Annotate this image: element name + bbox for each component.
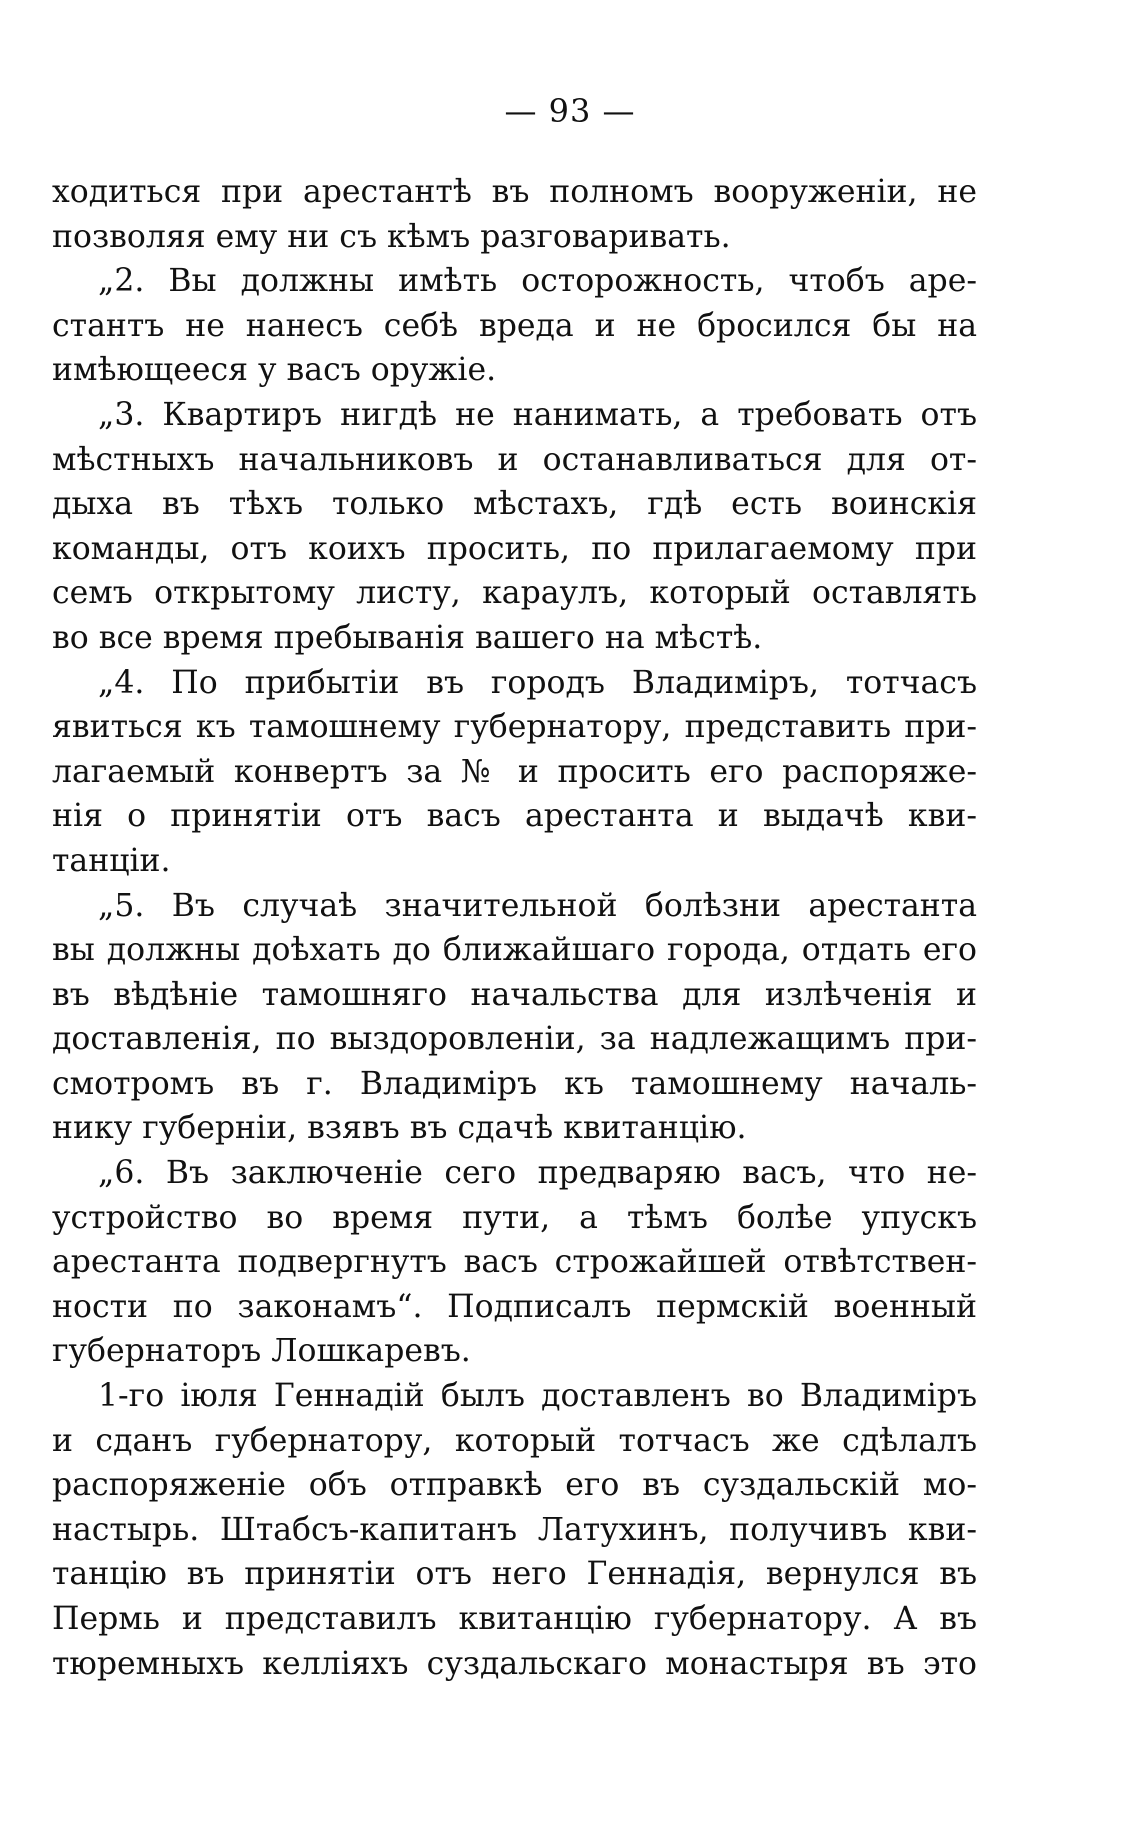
text-line: нику губерніи, взявъ въ сдачѣ квитанцію. [52,1110,747,1147]
text-line: „2. Вы должны имѣть осторожность, чтобъ аре- [98,263,977,300]
text-line: устройство во время пути, а тѣмъ болѣе упускъ [52,1199,977,1236]
text-line: явиться къ тамошнему губернатору, представить при- [52,709,977,746]
text-line: дыха въ тѣхъ только мѣстахъ, гдѣ есть воинскія [52,486,977,523]
text-line: 1-го іюля Геннадій былъ доставленъ во Владиміръ [98,1378,977,1415]
text-line: въ вѣдѣніе тамошняго начальства для излѣченія и [52,976,977,1013]
text-line: лагаемый конвертъ за № и просить его распоряже- [52,753,977,790]
text-line: нія о принятіи отъ васъ арестанта и выдачѣ кви- [52,798,977,835]
text-line: мѣстныхъ начальниковъ и останавливаться для от- [52,441,977,478]
text-line: губернаторъ Лошкаревъ. [52,1333,471,1370]
text-line: ности по законамъ“. Подписалъ пермскій военный [52,1288,977,1325]
text-line: и сданъ губернатору, который тотчасъ же сдѣлалъ [52,1422,977,1459]
text-line: Пермь и представилъ квитанцію губернатору. А въ [52,1601,977,1637]
text-line: танціи. [52,842,171,879]
page-text [52,170,977,1686]
text-line: „6. Въ заключеніе сего предваряю васъ, что не- [98,1155,977,1192]
text-line: тюремныхъ келліяхъ суздальскаго монастыря въ это [52,1645,977,1682]
text-line: „3. Квартиръ нигдѣ не нанимать, а требовать отъ [98,396,977,433]
text-line: позволяя ему ни съ кѣмъ разговаривать. [52,218,731,255]
text-line: стантъ не нанесъ себѣ вреда и не бросился бы на [52,307,977,344]
page-number: — 93 — [504,92,636,130]
text-line: во все время пребыванія вашего на мѣстѣ. [52,619,763,656]
text-line: имѣющееся у васъ оружіе. [52,352,497,389]
text-line: „5. Въ случаѣ значительной болѣзни арестанта [98,887,977,924]
text-line: танцію въ принятіи отъ него Геннадія, вернулся въ [52,1556,977,1593]
text-line: „4. По прибытіи въ городъ Владиміръ, тотчасъ [98,664,977,701]
text-line: ходиться при арестантѣ въ полномъ вооруженіи, не [52,174,977,210]
text-line: вы должны доѣхать до ближайшаго города, отдать его [52,932,977,969]
text-line: распоряженіе объ отправкѣ его въ суздальскій мо- [52,1467,977,1504]
text-line: команды, отъ коихъ просить, по прилагаемому при [52,530,977,567]
text-line: смотромъ въ г. Владиміръ къ тамошнему началь- [52,1065,977,1102]
text-line: семъ открытому листу, караулъ, который оставлять [52,575,977,612]
text-line: настырь. Штабсъ-капитанъ Латухинъ, получивъ кви- [52,1511,977,1548]
text-line: доставленія, по выздоровленіи, за надлежащимъ при- [52,1021,977,1058]
text-line: арестанта подвергнутъ васъ строжайшей отвѣтствен- [52,1244,977,1281]
